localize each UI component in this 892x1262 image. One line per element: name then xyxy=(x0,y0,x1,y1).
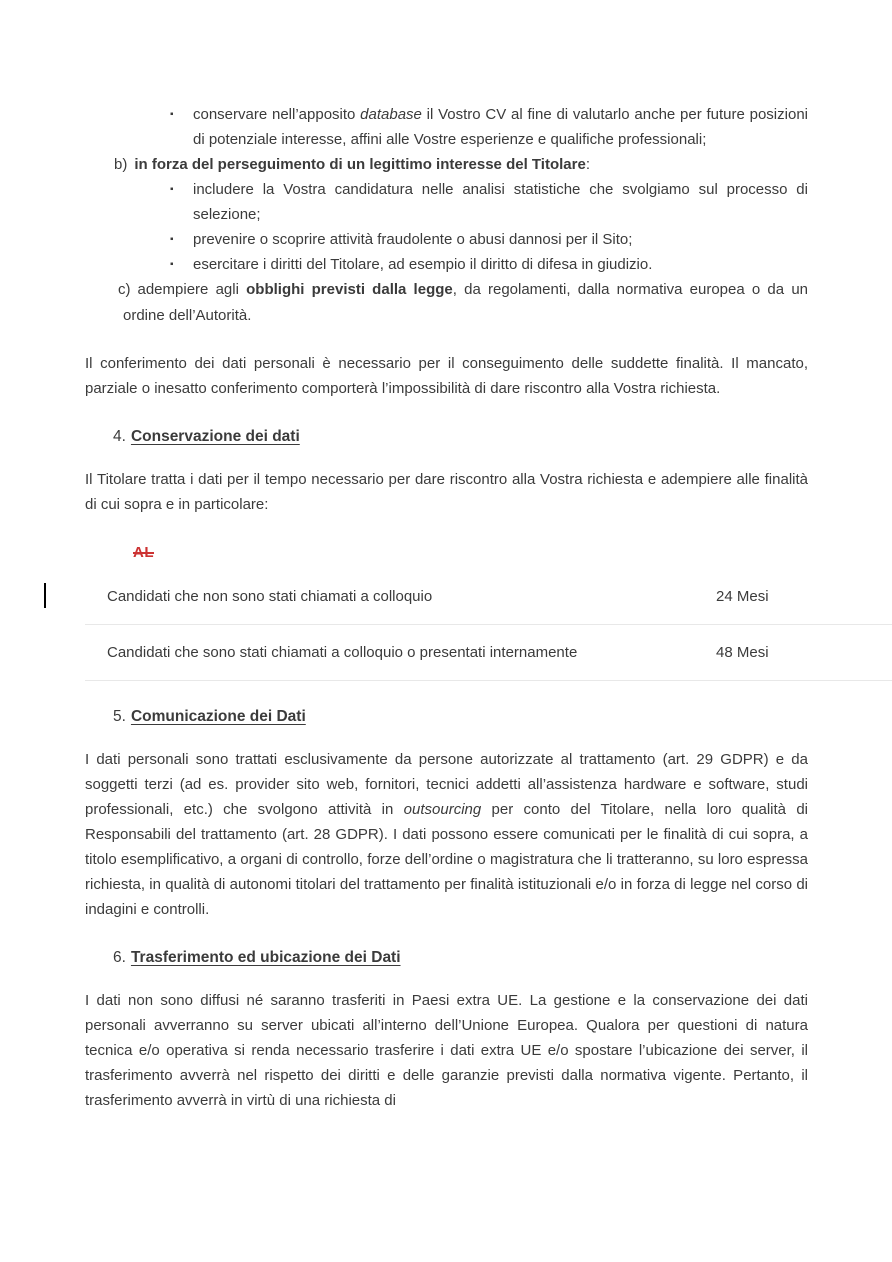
list-item-text: conservare nell’apposito database il Vostro CV al fine di valutarlo anche per future posizioni di potenziale interesse, affini alle Vostre esperienze e qualifiche professionali; xyxy=(193,106,808,148)
list-item-text: esercitare i diritti del Titolare, ad esempio il diritto di difesa in giudizio. xyxy=(193,256,653,273)
table-cell-value: 24 Mesi xyxy=(716,577,892,625)
lettered-item-b-text: in forza del perseguimento di un legittimo interesse del Titolare: xyxy=(134,156,590,173)
section-heading-5 xyxy=(85,704,808,729)
list-item-text: includere la Vostra candidatura nelle analisi statistiche che svolgiamo sul processo di selezione; xyxy=(193,181,808,223)
section-title: Conservazione dei dati xyxy=(130,428,300,445)
retention-table xyxy=(85,577,892,681)
paragraph-titolare: Il Titolare tratta i dati per il tempo necessario per dare riscontro alla Vostra richiesta e adempiere alle finalità di cui sopra e in particolare: xyxy=(85,471,808,513)
paragraph-comunicazione: I dati personali sono trattati esclusivamente da persone autorizzate al trattamento (art. 29 GDPR) e da soggetti terzi (ad es. provider sito web, fornitori, tecnici addetti all’assistenza hardware e software, studi professionali, etc.) che svolgono attività in outsourcing per conto del Titolare, nella loro qualità di Responsabili del trattamento (art. 28 GDPR). I dati possono essere comunicati per le finalità di cui sopra, a titolo esemplificativo, a organi di controllo, forze dell’ordine o magistratura che li tratteranno, su loro espressa richiesta, in qualità di autonomi titolari del trattamento per finalità istituzionali e/o in forza di legge nel corso di indagini e controlli. xyxy=(85,751,808,918)
section-number: 4. xyxy=(113,428,126,445)
table-row xyxy=(85,625,892,681)
table-cell-label: Candidati che sono stati chiamati a colloquio o presentati internamente xyxy=(85,625,716,681)
table-row xyxy=(85,577,892,625)
paragraph-trasferimento: I dati non sono diffusi né saranno trasferiti in Paesi extra UE. La gestione e la conservazione dei dati personali avverranno su server ubicati all’interno dell’Unione Europea. Qualora per questioni di natura tecnica e/o operativa si renda necessario trasferire i dati extra UE e/o spostare l’ubicazione dei server, il trasferimento avverrà nel rispetto dei diritti e delle garanzie previsti dalla normativa vigente. Pertanto, il trasferimento avverrà in virtù di una richiesta di xyxy=(85,992,808,1109)
list-item xyxy=(85,102,808,152)
paragraph-conferimento: Il conferimento dei dati personali è necessario per il conseguimento delle suddette finalità. Il mancato, parziale o inesatto conferimento comporterà l’impossibilità di dare riscontro alla Vostra richiesta. xyxy=(85,355,808,397)
lettered-item-c-text: adempiere agli obblighi previsti dalla legge, da regolamenti, dalla normativa europea o da un ordine dell’Autorità. xyxy=(123,281,808,324)
square-bullet-icon: ▪ xyxy=(170,234,174,245)
section-title: Trasferimento ed ubicazione dei Dati xyxy=(130,949,401,966)
sub-bullet-list-b xyxy=(85,177,808,277)
square-bullet-icon: ▪ xyxy=(170,184,174,195)
list-marker-b: b) xyxy=(114,156,128,173)
lettered-item-b xyxy=(85,152,808,177)
sub-bullet-list-a xyxy=(85,102,808,152)
list-item xyxy=(85,227,808,252)
list-item xyxy=(85,252,808,277)
table-cell-value: 48 Mesi xyxy=(716,625,892,681)
list-item-text: prevenire o scoprire attività fraudolente o abusi dannosi per il Sito; xyxy=(193,231,633,248)
table-cell-label: Candidati che non sono stati chiamati a colloquio xyxy=(85,577,716,625)
lettered-item-c xyxy=(85,277,808,329)
square-bullet-icon: ▪ xyxy=(170,259,174,270)
section-number: 5. xyxy=(113,708,126,725)
revision-change-bar xyxy=(44,583,46,608)
list-marker-c: c) xyxy=(118,281,131,298)
list-item xyxy=(85,177,808,227)
section-number: 6. xyxy=(113,949,126,966)
deleted-text: AL xyxy=(133,544,154,561)
section-heading-6 xyxy=(85,945,808,970)
section-heading-4 xyxy=(85,424,808,449)
section-title: Comunicazione dei Dati xyxy=(130,708,306,725)
square-bullet-icon: ▪ xyxy=(170,109,174,120)
